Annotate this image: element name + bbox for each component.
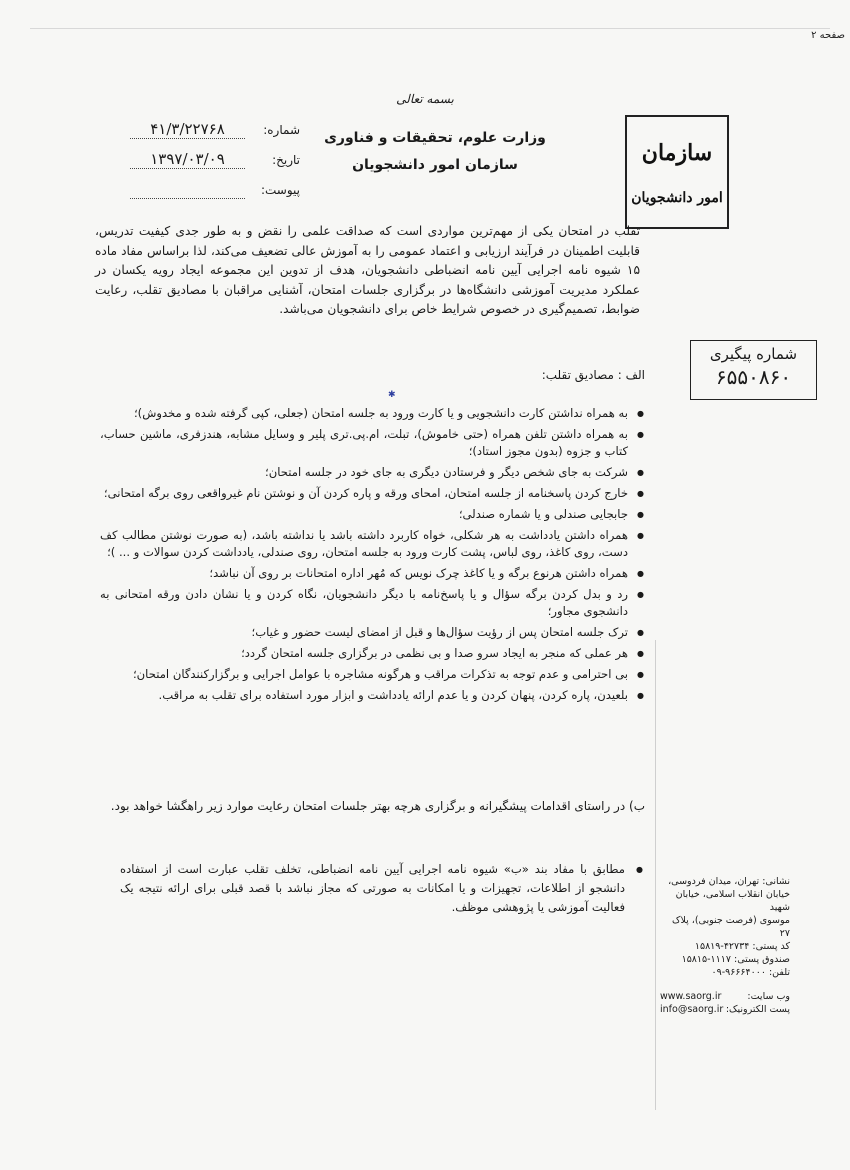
top-divider	[30, 28, 830, 29]
email-link[interactable]: info@saorg.ir	[660, 1004, 724, 1015]
tracking-label: شماره پیگیری	[709, 345, 798, 363]
mark-star: ✱	[388, 390, 396, 400]
address-line: موسوی (فرصت جنوبی)، پلاک ۲۷	[671, 915, 790, 939]
list-item: ● بلعیدن، پاره کردن، پنهان کردن و یا عدم ارائه یادداشت و ابزار مورد استفاده برای تقلب به مراقب.	[100, 687, 628, 704]
date-label: تاریخ:	[272, 153, 300, 167]
list-item: ● به همراه داشتن تلفن همراه (حتی خاموش)، تبلت، ام.پی.تری پلیر و وسایل مشابه، هندزفری، ماشین حساب، کتاب و جزوه (بدون مجوز استاد)؛	[100, 426, 628, 460]
section-b-paragraph: ب) در راستای اقدامات پیشگیرانه و برگزاری هرچه بهتر جلسات امتحان رعایت موارد زیر راهگشا خواهد بود.	[110, 799, 645, 813]
tracking-value: ۶۵۵۰۸۶۰	[715, 365, 792, 389]
address-line: نشانی: تهران، میدان فردوسی،	[668, 876, 790, 887]
list-item: ● جابجایی صندلی و یا شماره صندلی؛	[100, 506, 628, 523]
bullet-icon: ●	[636, 865, 643, 874]
section-b-item	[120, 860, 643, 917]
section-a-list	[100, 405, 646, 708]
number-value: ۴۱/۳/۲۲۷۶۸	[130, 120, 245, 139]
address-line: خیابان انقلاب اسلامی، خیابان شهید	[675, 889, 790, 913]
letter-date	[110, 150, 300, 169]
address-line: صندوق پستی: ۱۱۱۷-۱۵۸۱۵	[681, 954, 790, 965]
side-divider	[655, 640, 656, 1110]
list-item: ● به همراه نداشتن کارت دانشجویی و یا کارت ورود به جلسه امتحان (جعلی، کپی گرفته شده و مخدوش)؛	[100, 405, 628, 422]
list-item: ● هر عملی که منجر به ایجاد سرو صدا و بی نظمی در برگزاری جلسه امتحان گردد؛	[100, 645, 628, 662]
logo-text-bottom: امور دانشجویان	[631, 190, 723, 206]
website-link[interactable]: www.saorg.ir	[660, 991, 722, 1002]
letter-attachment	[110, 180, 300, 199]
list-item: ● شرکت به جای شخص دیگر و فرستادن دیگری به جای خود در جلسه امتحان؛	[100, 464, 628, 481]
organization-logo	[622, 112, 732, 232]
address-line: کد پستی: ۴۲۷۳۴-۱۵۸۱۹	[694, 941, 790, 952]
date-value: ۱۳۹۷/۰۳/۰۹	[130, 150, 245, 169]
intro-paragraph: تقلب در امتحان یکی از مهم‌ترین مواردی است که صداقت علمی را نقض و به طور جدی کیفیت تدریس، قابلیت اطمینان در فرآیند ارزیابی و اعتماد عمومی را به آموزش عالی تضعیف می‌کند، لذا براساس مفاد ماده ۱۵ شیوه نامه اجرایی آیین نامه انضباطی دانشجویان، هدف از تدوین این مجموعه ایجاد رویه یکسان در عملکرد مدیریت آموزشی دانشگاه‌ها در برگزاری جلسات امتحان، آشنایی مراقبان با مصادیق تقلب، رعایت ضوابط، تصمیم‌گیری در خصوص شرایط خاص برای دانشجویان می‌باشد.	[95, 224, 640, 316]
list-item: ● همراه داشتن هرنوع برگه و یا کاغذ چرک نویس که مُهر اداره امتحانات بر روی آن نباشد؛	[100, 565, 628, 582]
page-number: صفحه ۲	[811, 30, 845, 41]
attachment-value	[130, 180, 245, 199]
section-a-title: الف : مصادیق تقلب:	[541, 368, 645, 382]
list-item: ● ترک جلسه امتحان پس از رؤیت سؤال‌ها و قبل از امضای لیست حضور و غیاب؛	[100, 624, 628, 641]
basmala: بسمه تعالی	[396, 92, 454, 106]
address-block	[660, 875, 790, 979]
address-line: تلفن: ۹۶۶۶۴۰۰۰-۰۹	[711, 967, 790, 978]
ministry-name: وزارت علوم، تحقیقات و فناوری	[324, 130, 546, 146]
list-item: ● خارج کردن پاسخنامه از جلسه امتحان، امحای ورقه و پاره کردن آن و نوشتن نام غیرواقعی روی برگه امتحانی؛	[100, 485, 628, 502]
website-label: وب سایت:	[747, 991, 790, 1002]
email-label: پست الکترونیک:	[725, 1004, 790, 1015]
attachment-label: پیوست:	[260, 183, 300, 197]
logo-text-top: سازمان	[641, 140, 713, 166]
list-item: ● همراه داشتن یادداشت به هر شکلی، خواه کاربرد داشته باشد یا نداشته باشد، (به صورت نوشتن مطالب کف دست، روی کاغذ، روی لباس، پشت کارت ورود به جلسه امتحان، روی صندلی، یادداشت کردن سوالات و ... )؛	[100, 527, 628, 561]
section-b-item-text: مطابق با مفاد بند «ب» شیوه نامه اجرایی آیین نامه انضباطی، تخلف تقلب عبارت است از استفاده دانشجو از اطلاعات، تجهیزات و یا امکانات به صورتی که مجاز نباشد با قصد قبلی برای ارائه نتیجه یک فعالیت آموزشی یا پژوهشی موظف.	[120, 862, 625, 914]
organization-name: سازمان امور دانشجویان	[352, 157, 518, 173]
list-item: ● بی احترامی و عدم توجه به تذکرات مراقب و هرگونه مشاجره با عوامل اجرایی و برگزارکنندگان امتحان؛	[100, 666, 628, 683]
letter-number	[110, 120, 300, 139]
contact-web	[660, 990, 790, 1016]
tracking-stamp	[690, 340, 817, 400]
number-label: شماره:	[263, 123, 300, 137]
list-item: ● رد و بدل کردن برگه سؤال و یا پاسخ‌نامه با دیگر دانشجویان، نگاه کردن و یا نشان دادن ورقه امتحانی به دانشجوی مجاور؛	[100, 586, 628, 620]
